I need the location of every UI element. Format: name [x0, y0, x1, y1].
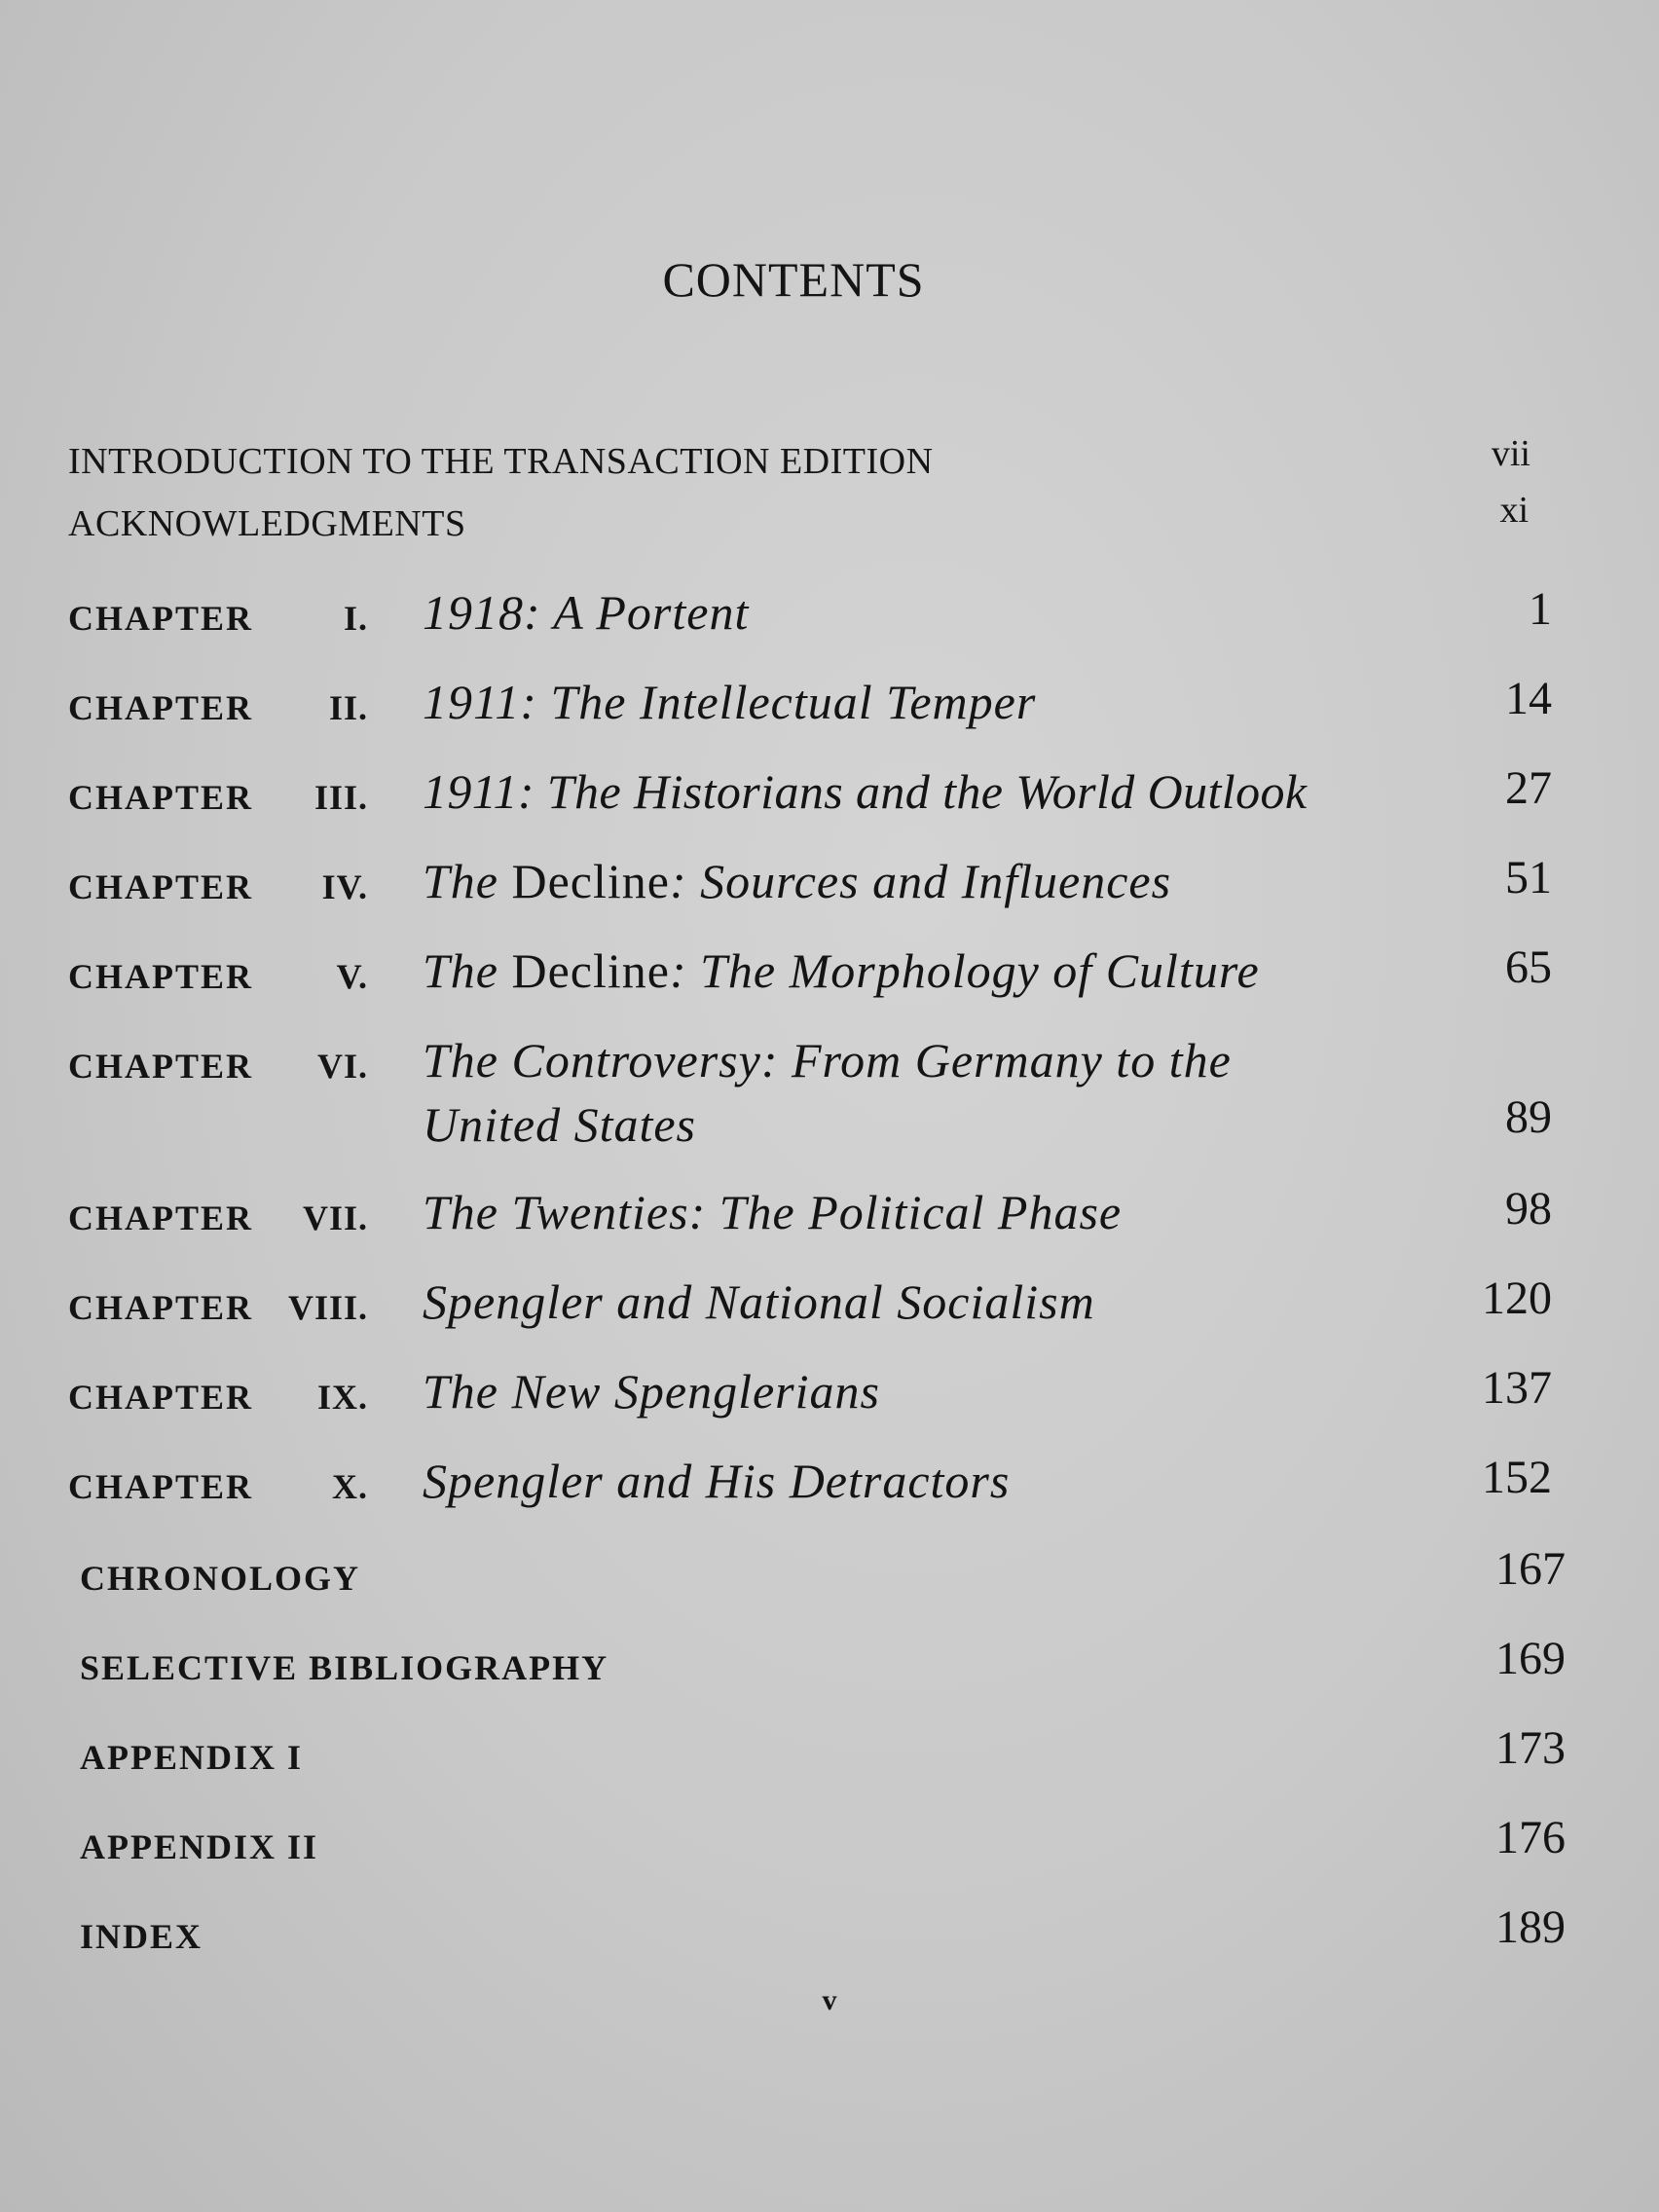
chapter-number: II.: [328, 688, 368, 727]
chapter-title: The New Spenglerians: [423, 1364, 880, 1419]
back-matter-label: INDEX: [80, 1917, 203, 1956]
chapter-number: IX.: [316, 1378, 368, 1417]
back-matter-label: CHRONOLOGY: [80, 1559, 361, 1598]
chapter-number: VI.: [316, 1047, 368, 1086]
back-matter-label: APPENDIX II: [80, 1827, 319, 1866]
back-matter-page: 167: [1495, 1543, 1566, 1595]
page-title: CONTENTS: [662, 252, 925, 307]
front-matter-page: xi: [1499, 490, 1529, 531]
chapter-page: 137: [1482, 1362, 1552, 1414]
chapter-number: IV.: [321, 867, 368, 906]
chapter-row: [0, 580, 1659, 668]
chapter-title: Spengler and National Socialism: [423, 1274, 1095, 1329]
chapter-label: CHAPTER: [68, 688, 254, 727]
chapter-title: The Decline: Sources and Influences: [423, 854, 1172, 908]
chapter-row: [0, 670, 1659, 757]
chapter-title: The Controversy: From Germany to the: [423, 1033, 1232, 1088]
chapter-label: CHAPTER: [68, 1288, 254, 1327]
chapter-label: CHAPTER: [68, 599, 254, 638]
chapter-page: 65: [1505, 941, 1552, 993]
chapter-label: CHAPTER: [68, 957, 254, 996]
chapter-page: 89: [1505, 1091, 1552, 1143]
chapter-row: [0, 849, 1659, 937]
chapter-row: [0, 939, 1659, 1026]
chapter-page: 51: [1505, 852, 1552, 903]
chapter-number: VII.: [302, 1198, 368, 1237]
chapter-label: CHAPTER: [68, 1467, 254, 1506]
chapter-title: 1911: The Historians and the World Outlook: [423, 764, 1308, 819]
chapter-row: [0, 1359, 1659, 1447]
chapter-label: CHAPTER: [68, 1378, 254, 1417]
back-matter-label: SELECTIVE BIBLIOGRAPHY: [80, 1648, 609, 1687]
chapter-page: 1: [1529, 583, 1552, 635]
chapter-page: 27: [1505, 762, 1552, 814]
chapter-number: VIII.: [287, 1288, 368, 1327]
chapter-row: [0, 1028, 1659, 1174]
chapter-number: III.: [313, 778, 368, 817]
front-matter-label: ACKNOWLEDGMENTS: [68, 503, 466, 544]
chapter-label: CHAPTER: [68, 778, 254, 817]
chapter-number: X.: [332, 1467, 368, 1506]
chapter-title-continued: United States: [423, 1097, 697, 1152]
front-matter-page: vii: [1491, 433, 1530, 474]
chapter-title: 1911: The Intellectual Temper: [423, 675, 1037, 729]
chapter-label: CHAPTER: [68, 1047, 254, 1086]
chapter-number: V.: [336, 957, 368, 996]
chapter-page: 14: [1505, 673, 1552, 724]
chapter-page: 152: [1482, 1452, 1552, 1503]
chapter-number: I.: [343, 599, 368, 638]
chapter-title: Spengler and His Detractors: [423, 1454, 1011, 1508]
chapter-label: CHAPTER: [68, 867, 254, 906]
chapter-title: 1918: A Portent: [423, 585, 750, 640]
chapter-label: CHAPTER: [68, 1198, 254, 1237]
back-matter-page: 189: [1495, 1901, 1566, 1953]
chapter-row: [0, 1180, 1659, 1268]
back-matter-page: 176: [1495, 1812, 1566, 1863]
back-matter-label: APPENDIX I: [80, 1738, 304, 1777]
chapter-row: [0, 1449, 1659, 1536]
chapter-row: [0, 759, 1659, 847]
front-matter-label: INTRODUCTION TO THE TRANSACTION EDITION: [68, 441, 934, 482]
chapter-page: 120: [1482, 1272, 1552, 1324]
page-number: v: [822, 1984, 837, 2016]
back-matter-page: 173: [1495, 1722, 1566, 1774]
chapter-page: 98: [1505, 1183, 1552, 1235]
chapter-title: The Twenties: The Political Phase: [423, 1185, 1123, 1239]
chapter-title: The Decline: The Morphology of Culture: [423, 943, 1260, 998]
chapter-row: [0, 1270, 1659, 1357]
back-matter-page: 169: [1495, 1633, 1566, 1684]
